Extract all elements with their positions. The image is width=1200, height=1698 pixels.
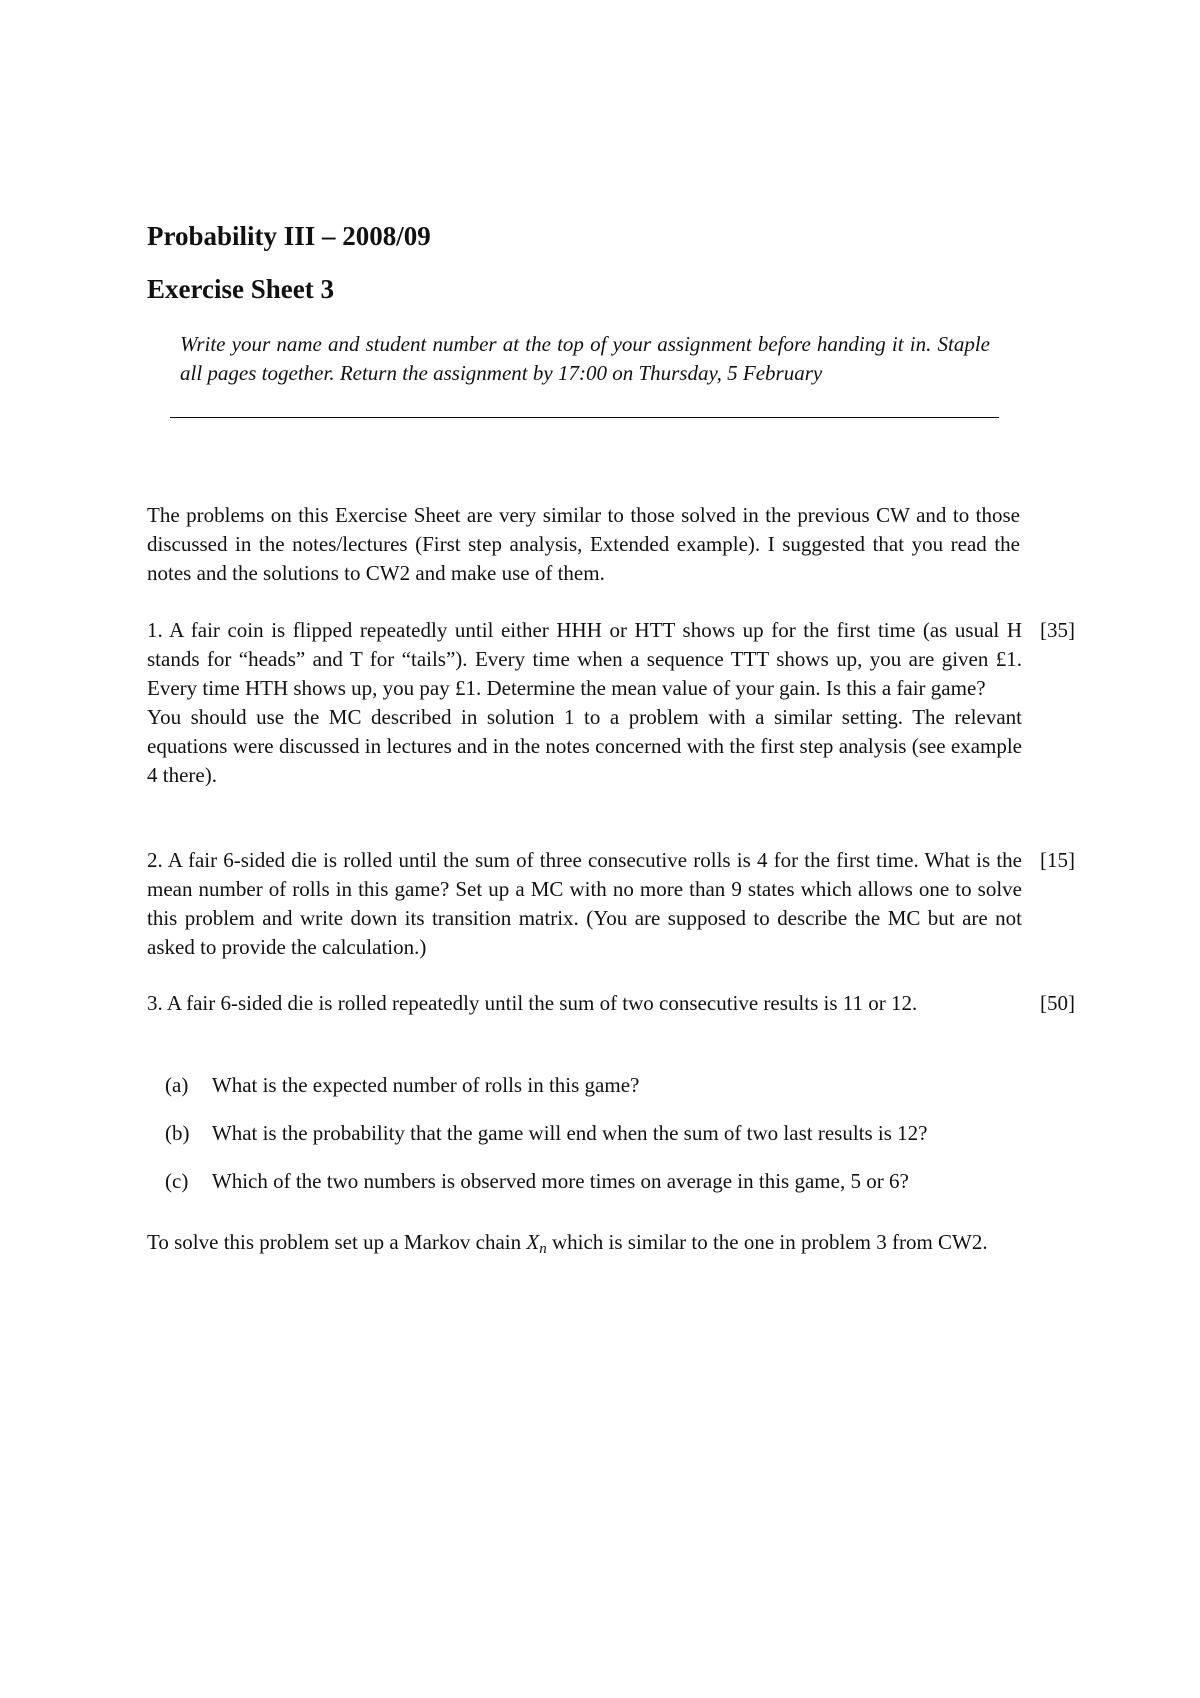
sheet-subtitle: Exercise Sheet 3: [147, 274, 334, 304]
problem-3-text: 3. A fair 6-sided die is rolled repeatedly until the sum of two consecutive results is 11 or 12.: [147, 991, 918, 1015]
intro-paragraph: The problems on this Exercise Sheet are very similar to those solved in the previous CW and to those discussed in the notes/lectures (First step analysis, Extended example). I suggested that you read the notes and the solutions to CW2 and make use of them.: [147, 503, 1020, 585]
subitem-b-label: (b): [165, 1121, 190, 1145]
problem-3-subitem-a: [165, 1071, 639, 1100]
problem-2-marks: [15]: [1040, 848, 1075, 872]
problem-1-marks: [35]: [1040, 618, 1075, 642]
submission-instructions: Write your name and student number at the top of your assignment before handing it in. Staple all pages together. Return the assignment by 17:00 on Thursday, 5 February: [180, 332, 990, 385]
horizontal-divider: [170, 417, 999, 418]
closing-paragraph: [147, 1228, 1022, 1264]
page-title: Probability III – 2008/09: [147, 221, 431, 251]
problem-2: [147, 846, 1022, 962]
problem-3: [147, 989, 1022, 1018]
closing-text-before: To solve this problem set up a Markov chain: [147, 1230, 527, 1254]
subitem-b-text: What is the probability that the game will end when the sum of two last results is 12?: [211, 1121, 928, 1145]
problem-3-marks: [50]: [1040, 991, 1075, 1015]
subitem-c-label: (c): [165, 1169, 189, 1193]
problem-1-hint: You should use the MC described in solution 1 to a problem with a similar setting. The relevant equations were discussed in lectures and in the notes concerned with the first step analysis (see example 4 there).: [147, 705, 1022, 787]
problem-3-subitem-b: [165, 1119, 928, 1148]
closing-text-after: which is similar to the one in problem 3 from CW2.: [546, 1230, 988, 1254]
subitem-a-label: (a): [165, 1073, 189, 1097]
markov-chain-subscript: n: [539, 1241, 547, 1257]
subitem-a-text: What is the expected number of rolls in this game?: [211, 1073, 640, 1097]
markov-chain-variable: X: [526, 1230, 540, 1254]
problem-2-text: 2. A fair 6-sided die is rolled until the sum of three consecutive rolls is 4 for the first time. What is the mean number of rolls in this game? Set up a MC with no more than 9 states which allows one to solve this problem and write down its transition matrix. (You are supposed to describe the MC but are not asked to provide the calculation.): [147, 848, 1022, 959]
problem-1-text: 1. A fair coin is flipped repeatedly until either HHH or HTT shows up for the first time (as usual H stands for “heads” and T for “tails”). Every time when a sequence TTT shows up, you are given £1. Every time HTH shows up, you pay £1. Determine the mean value of your gain. Is this a fair game?: [147, 618, 1022, 700]
problem-1: [147, 616, 1022, 790]
problem-3-subitem-c: [165, 1167, 909, 1196]
subitem-c-text: Which of the two numbers is observed more times on average in this game, 5 or 6?: [211, 1169, 909, 1193]
